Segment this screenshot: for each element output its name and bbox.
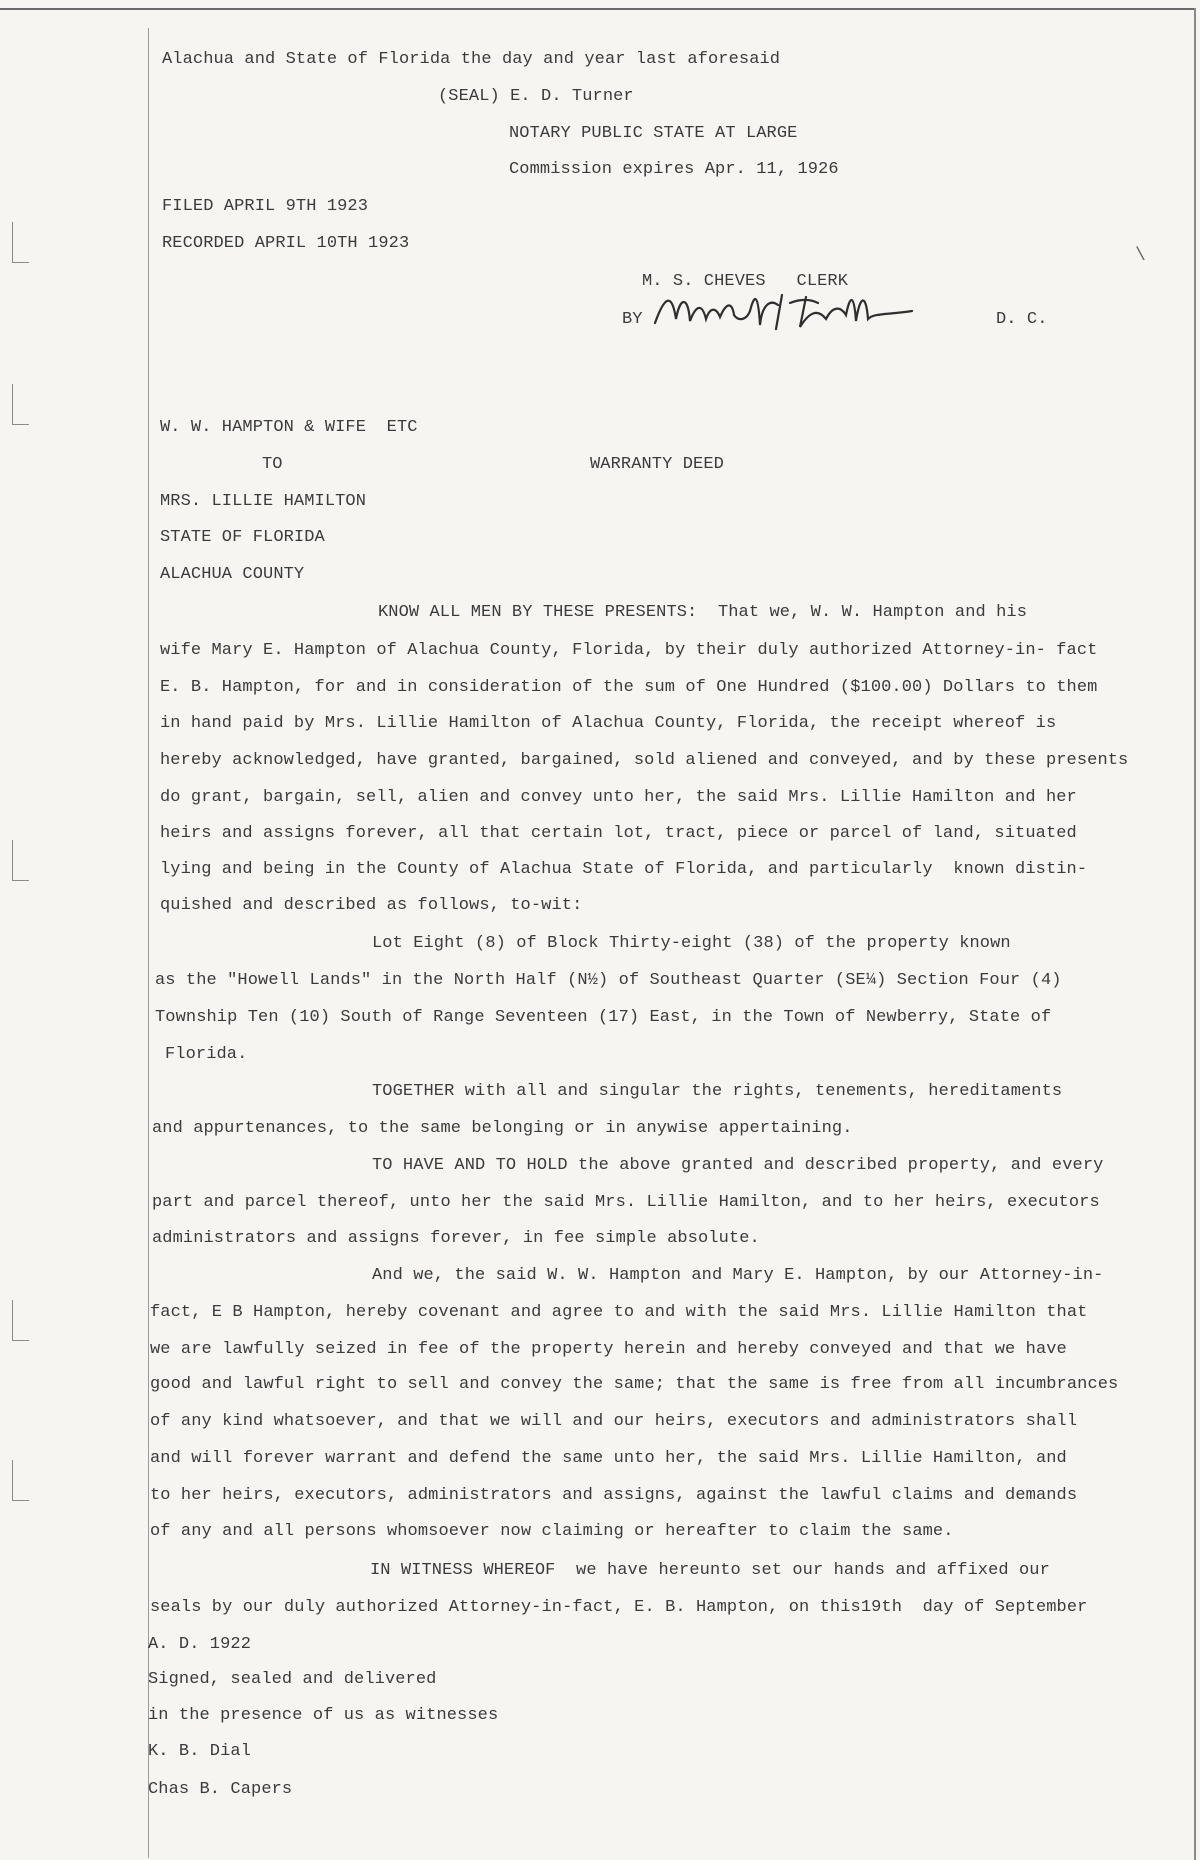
body-line: wife Mary E. Hampton of Alachua County, Florida, by their duly authorized Attorney-in- fact — [160, 641, 1098, 660]
binding-mark — [12, 840, 29, 881]
body-line: part and parcel thereof, unto her the said Mrs. Lillie Hamilton, and to her heirs, executors — [152, 1193, 1100, 1212]
body-line: heirs and assigns forever, all that certain lot, tract, piece or parcel of land, situated — [160, 824, 1077, 843]
body-line: and will forever warrant and defend the same unto her, the said Mrs. Lillie Hamilton, and — [150, 1449, 1067, 1468]
by-label: BY — [622, 310, 643, 329]
body-line: in hand paid by Mrs. Lillie Hamilton of Alachua County, Florida, the receipt whereof is — [160, 714, 1057, 733]
handwritten-signature — [650, 285, 920, 335]
legal-description-line: as the "Howell Lands" in the North Half (N½) of Southeast Quarter (SE¼) Section Four (4) — [155, 971, 1062, 990]
body-line: and appurtenances, to the same belonging or in anywise appertaining. — [152, 1119, 853, 1138]
legal-description-line: Township Ten (10) South of Range Seventeen (17) East, in the Town of Newberry, State of — [155, 1008, 1052, 1027]
witness-name: Chas B. Capers — [148, 1780, 293, 1799]
binding-mark — [12, 1300, 29, 1341]
body-line: of any and all persons whomsoever now claiming or hereafter to claim the same. — [150, 1522, 954, 1541]
body-line: to her heirs, executors, administrators and assigns, against the lawful claims and demands — [150, 1486, 1078, 1505]
left-margin-rule — [148, 28, 149, 1858]
body-line: And we, the said W. W. Hampton and Mary E. Hampton, by our Attorney-in- — [372, 1266, 1104, 1285]
witness-name: K. B. Dial — [148, 1742, 252, 1761]
grantor-name: W. W. HAMPTON & WIFE ETC — [160, 418, 418, 437]
top-border — [0, 8, 1196, 10]
legal-description-line: Lot Eight (8) of Block Thirty-eight (38) of the property known — [372, 934, 1011, 953]
witness-line: Signed, sealed and delivered — [148, 1670, 437, 1689]
commission-line: Commission expires Apr. 11, 1926 — [509, 160, 839, 179]
body-line: of any kind whatsoever, and that we will and our heirs, executors and administrators shall — [150, 1412, 1078, 1431]
header-line: Alachua and State of Florida the day and year last aforesaid — [162, 50, 781, 69]
body-line: we are lawfully seized in fee of the property herein and hereby conveyed and that we have — [150, 1340, 1067, 1359]
binding-mark — [12, 1460, 29, 1501]
legal-description-line: Florida. — [165, 1045, 248, 1064]
body-line: seals by our duly authorized Attorney-in-fact, E. B. Hampton, on this19th day of September — [150, 1598, 1088, 1617]
execution-date: A. D. 1922 — [148, 1635, 252, 1654]
body-line: TOGETHER with all and singular the rights, tenements, hereditaments — [372, 1082, 1063, 1101]
right-border — [1194, 8, 1196, 1860]
witness-line: in the presence of us as witnesses — [148, 1706, 499, 1725]
recorded-date: RECORDED APRIL 10TH 1923 — [162, 234, 410, 253]
grantee-name: MRS. LILLIE HAMILTON — [160, 492, 367, 511]
body-line: KNOW ALL MEN BY THESE PRESENTS: That we, W. W. Hampton and his — [378, 603, 1028, 622]
body-line: fact, E B Hampton, hereby covenant and agree to and with the said Mrs. Lillie Hamilton that — [150, 1303, 1088, 1322]
pencil-mark: \ — [1135, 246, 1146, 266]
body-line: quished and described as follows, to-wit: — [160, 896, 583, 915]
state-line: STATE OF FLORIDA — [160, 528, 325, 547]
binding-mark — [12, 222, 29, 263]
body-line: IN WITNESS WHEREOF we have hereunto set our hands and affixed our — [370, 1561, 1050, 1580]
seal-line: (SEAL) E. D. Turner — [438, 87, 634, 106]
notary-line: NOTARY PUBLIC STATE AT LARGE — [509, 124, 798, 143]
body-line: E. B. Hampton, for and in consideration of the sum of One Hundred ($100.00) Dollars to them — [160, 678, 1098, 697]
binding-mark — [12, 384, 29, 425]
body-line: do grant, bargain, sell, alien and convey unto her, the said Mrs. Lillie Hamilton and her — [160, 788, 1077, 807]
filed-date: FILED APRIL 9TH 1923 — [162, 197, 369, 216]
dc-label: D. C. — [996, 310, 1048, 329]
body-line: good and lawful right to sell and convey the same; that the same is free from all incumbrances — [150, 1375, 1119, 1394]
county-line: ALACHUA COUNTY — [160, 565, 305, 584]
to-label: TO — [262, 455, 283, 474]
body-line: administrators and assigns forever, in fee simple absolute. — [152, 1229, 760, 1248]
body-line: lying and being in the County of Alachua State of Florida, and particularly known distin- — [160, 860, 1088, 879]
body-line: TO HAVE AND TO HOLD the above granted and described property, and every — [372, 1156, 1104, 1175]
document-title: WARRANTY DEED — [590, 455, 724, 474]
clerk-name: M. S. CHEVES CLERK — [642, 272, 849, 291]
body-line: hereby acknowledged, have granted, bargained, sold aliened and conveyed, and by these presents — [160, 751, 1129, 770]
